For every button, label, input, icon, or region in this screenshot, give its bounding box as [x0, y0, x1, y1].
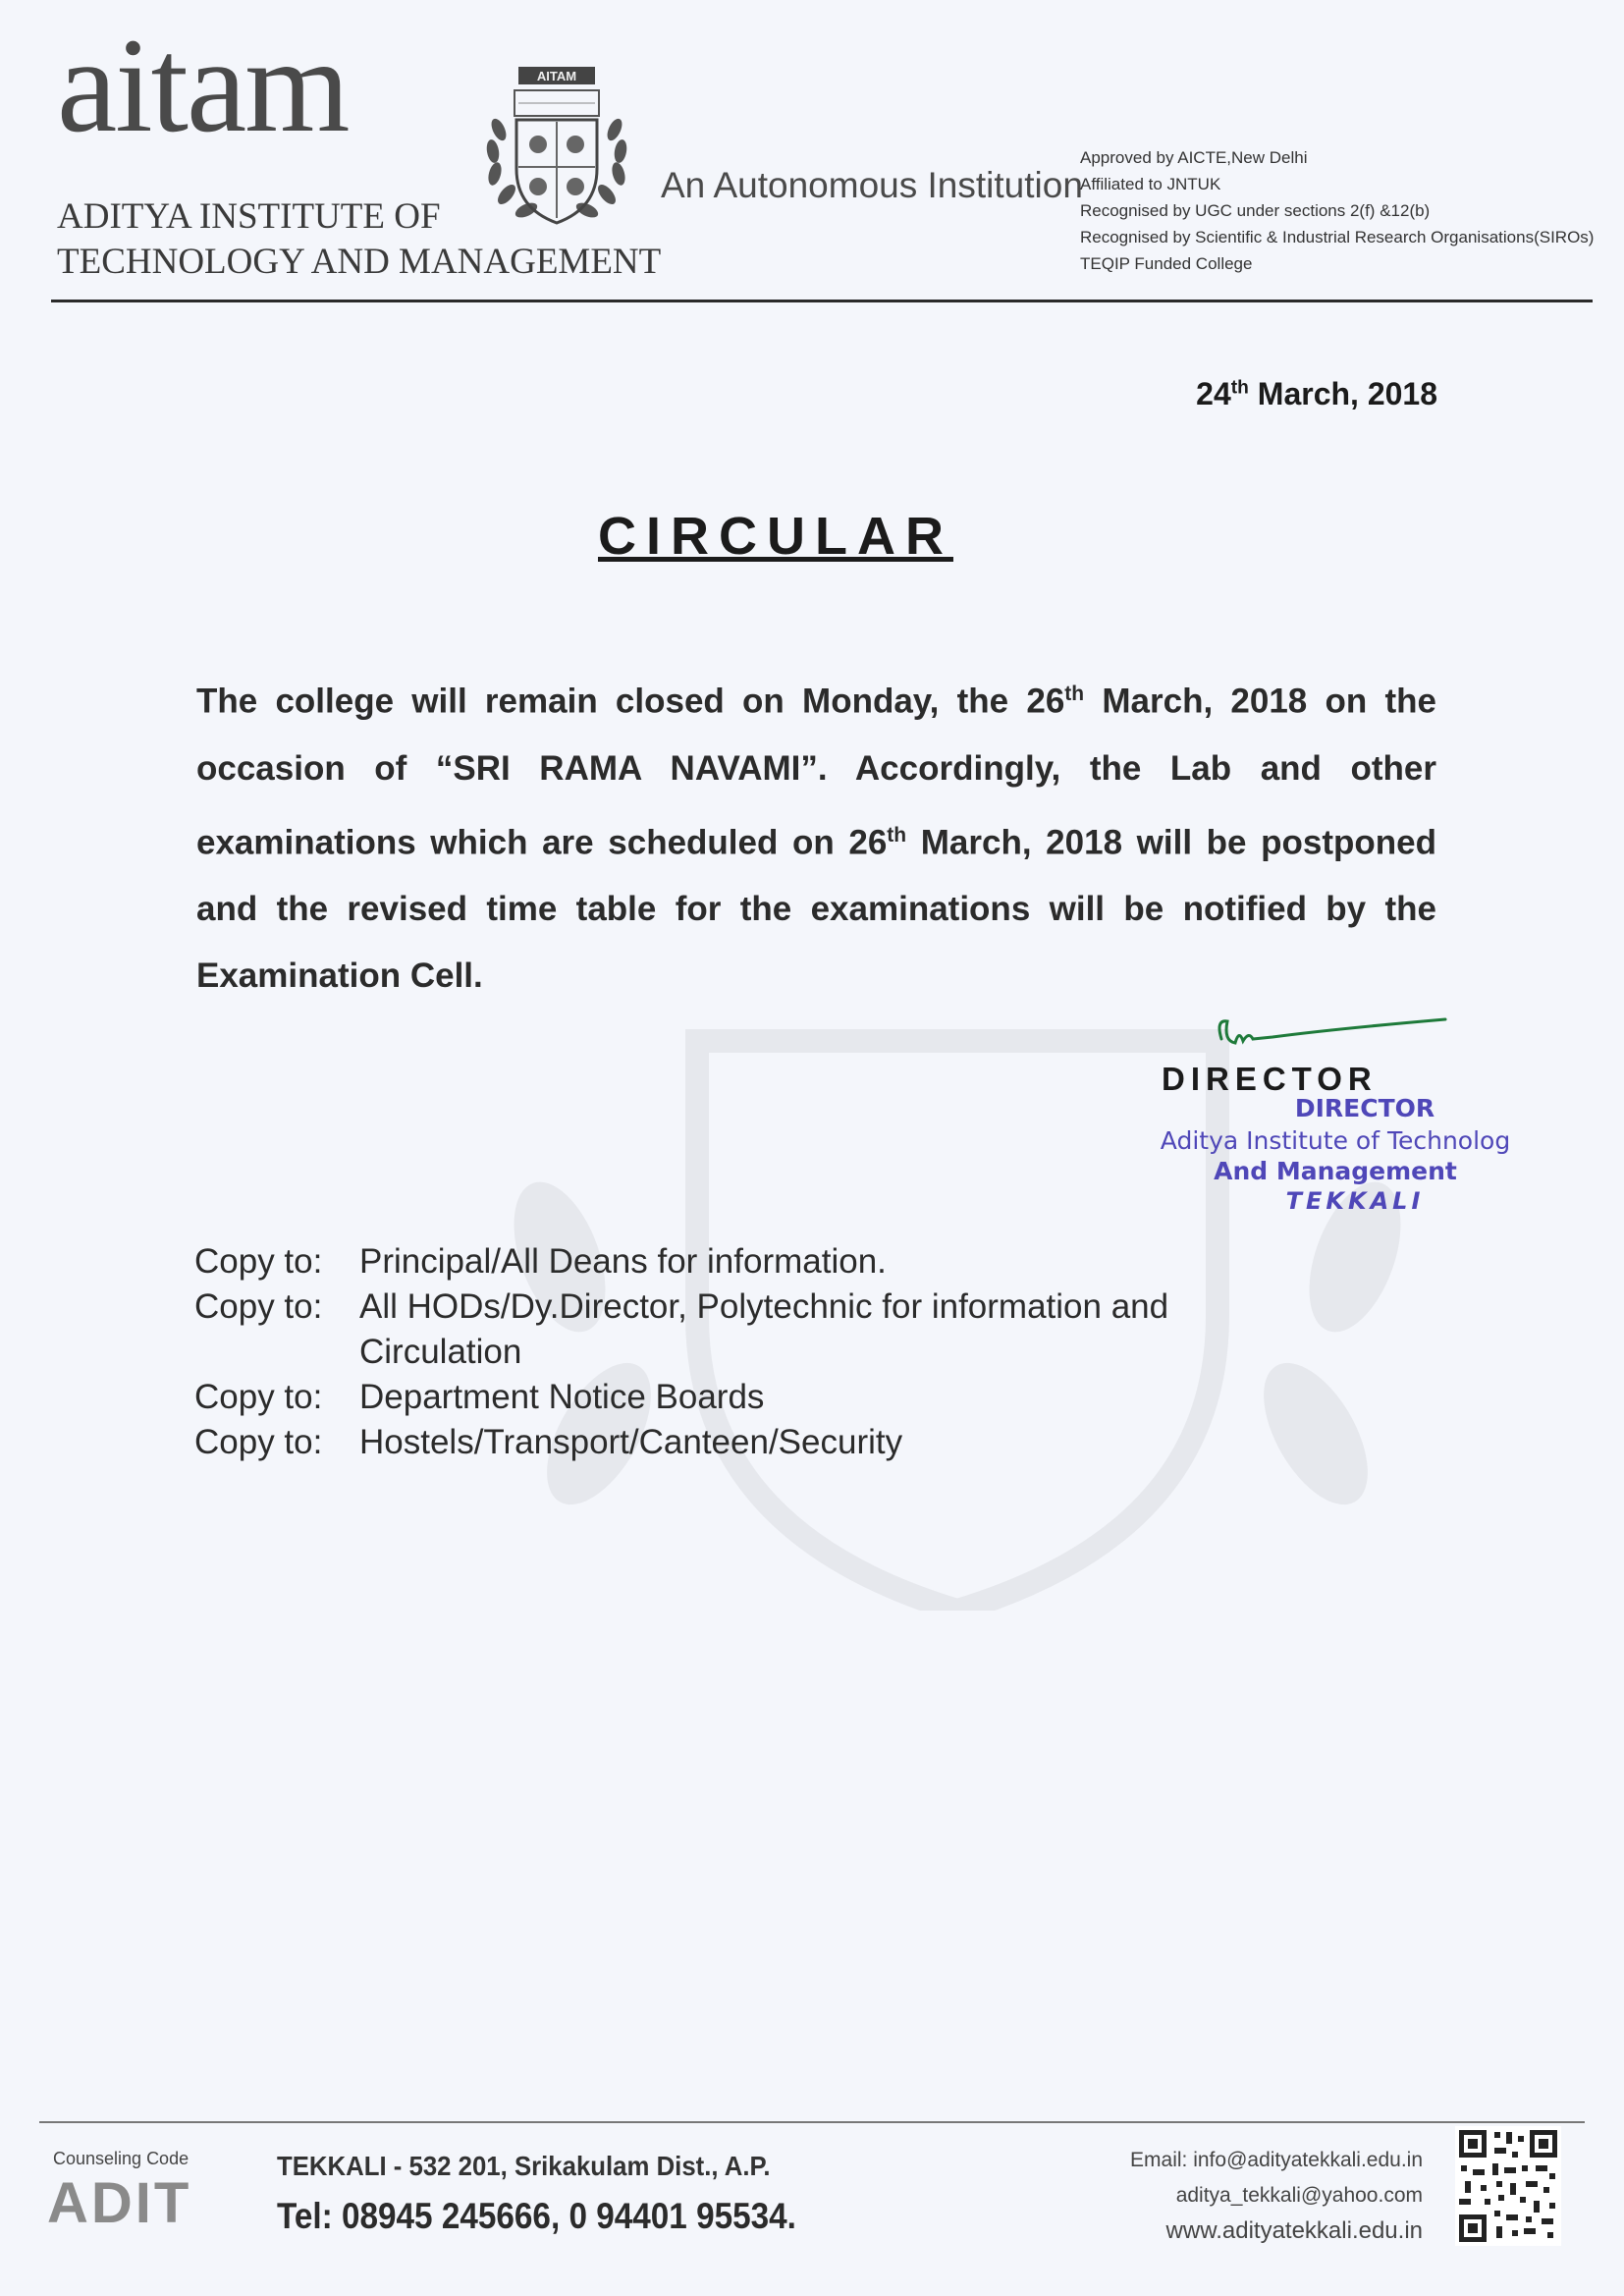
copy-to-recipient: Principal/All Deans for information.: [359, 1242, 887, 1281]
institute-logo-wordmark: aitam: [57, 10, 349, 160]
body-text-part3: March, 2018 will be postponed and the revised time table for the examinations will be notified by the Examination Cell.: [196, 823, 1436, 996]
accreditation-item: Recognised by Scientific & Industrial Research Organisations(SIROs): [1080, 228, 1595, 246]
body-superscript1: th: [1064, 683, 1085, 705]
footer-divider: [39, 2121, 1585, 2123]
copy-to-item-continuation: [194, 1330, 1168, 1375]
copy-to-item: [194, 1239, 1168, 1285]
signatory-title: DIRECTOR: [1162, 1061, 1378, 1097]
copy-to-list: [194, 1239, 1168, 1465]
copy-to-recipient-continuation: Circulation: [359, 1333, 522, 1371]
contact-email-primary: Email: info@adityatekkali.edu.in: [1130, 2149, 1423, 2171]
contact-details: [1130, 2143, 1423, 2249]
emblem-label: AITAM: [536, 69, 577, 83]
date-suffix: th: [1230, 377, 1249, 399]
stamp-line-management: And Management: [1214, 1157, 1457, 1185]
director-stamp: [1129, 1094, 1542, 1215]
accreditation-item: Affiliated to JNTUK: [1080, 175, 1221, 193]
copy-to-recipient: Department Notice Boards: [359, 1378, 765, 1416]
institute-name-line1: ADITYA INSTITUTE OF: [57, 196, 441, 237]
copy-to-recipient: All HODs/Dy.Director, Polytechnic for information and: [359, 1287, 1169, 1326]
counseling-code: ADIT: [47, 2171, 192, 2235]
accreditation-list: [1080, 144, 1594, 277]
body-superscript2: th: [887, 823, 907, 847]
qr-code-icon: [1455, 2126, 1561, 2246]
institute-name-line2: TECHNOLOGY AND MANAGEMENT: [57, 242, 662, 282]
date-month-year: March, 2018: [1248, 376, 1437, 411]
institute-emblem-icon: [477, 61, 636, 230]
stamp-line-title: DIRECTOR: [1294, 1094, 1435, 1122]
body-text-part2: March, 2018 on the occasion of “SRI RAMA NAVAMI”. Accordingly, the Lab and other examinations which are scheduled on 26: [196, 682, 1436, 862]
institute-address: TEKKALI - 532 201, Srikakulam Dist., A.P.: [277, 2151, 771, 2181]
counseling-code-caption: Counseling Code: [53, 2149, 189, 2168]
accreditation-item: TEQIP Funded College: [1080, 254, 1253, 273]
copy-to-label: Copy to:: [194, 1242, 323, 1281]
copy-to-item: [194, 1375, 1168, 1420]
circular-date: [1196, 376, 1437, 412]
contact-email-secondary: aditya_tekkali@yahoo.com: [1175, 2184, 1423, 2207]
copy-to-label: Copy to:: [194, 1423, 323, 1461]
circular-title: CIRCULAR: [598, 507, 953, 566]
body-text-part1: The college will remain closed on Monday, the 26: [196, 682, 1065, 721]
copy-to-recipient: Hostels/Transport/Canteen/Security: [359, 1423, 903, 1461]
circular-body: [196, 661, 1436, 1010]
stamp-line-institute: Aditya Institute of Technolog: [1160, 1126, 1511, 1155]
institute-telephone: Tel: 08945 245666, 0 94401 95534.: [277, 2196, 796, 2236]
copy-to-item: [194, 1285, 1168, 1330]
date-day: 24: [1196, 376, 1231, 411]
accreditation-item: Approved by AICTE,New Delhi: [1080, 148, 1308, 167]
autonomous-tagline: An Autonomous Institution: [661, 165, 1083, 205]
copy-to-label: Copy to:: [194, 1378, 323, 1416]
header-divider: [51, 300, 1593, 302]
stamp-line-place: TEKKALI: [1285, 1187, 1425, 1215]
copy-to-label: Copy to:: [194, 1287, 323, 1326]
accreditation-item: Recognised by UGC under sections 2(f) &12(b): [1080, 201, 1431, 220]
contact-website: www.adityatekkali.edu.in: [1165, 2217, 1423, 2244]
handwritten-signature-icon: [1214, 1011, 1449, 1059]
copy-to-item: [194, 1420, 1168, 1465]
